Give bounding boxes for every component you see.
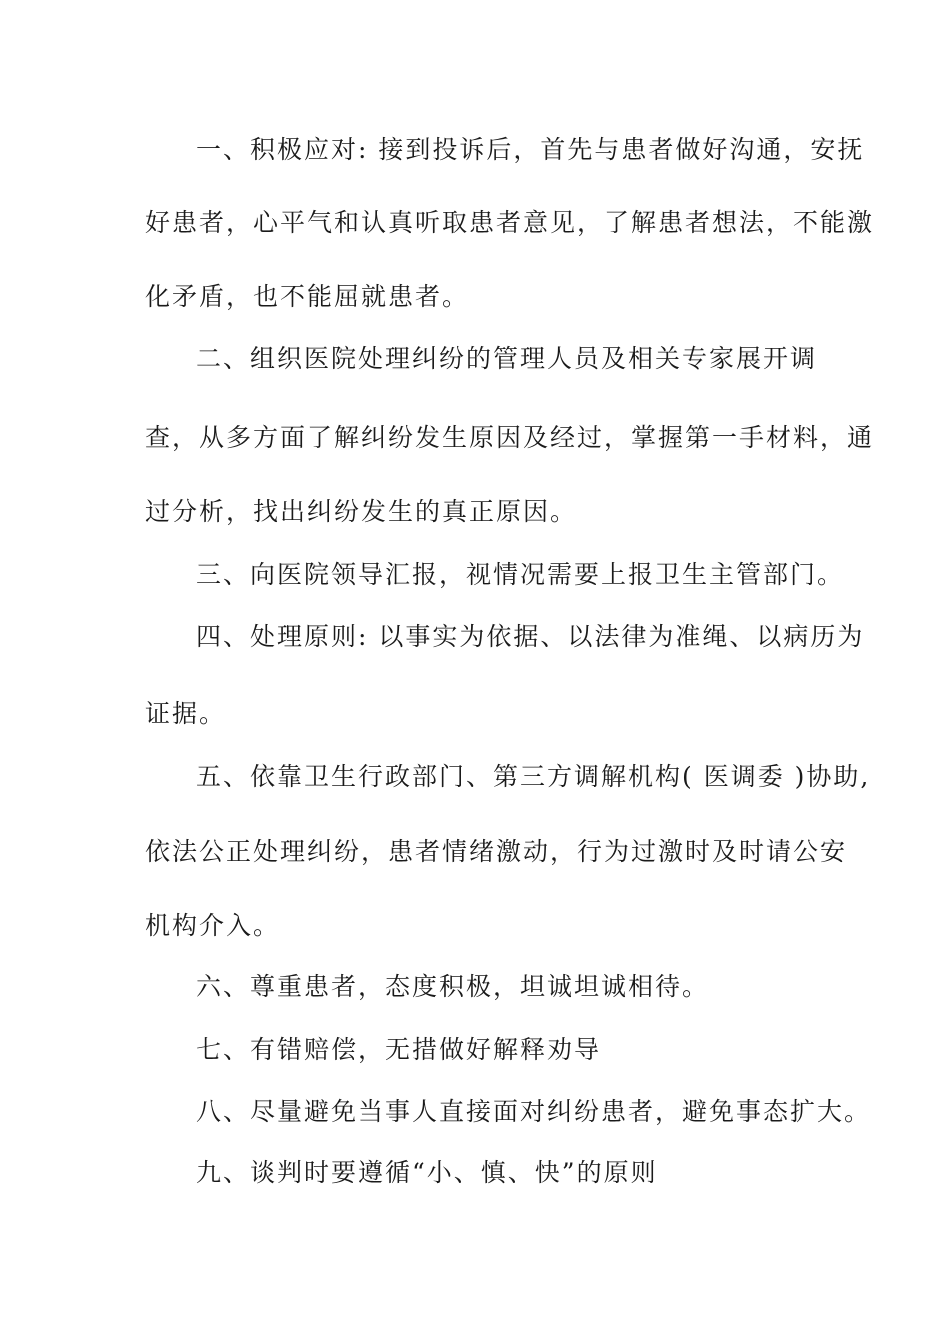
paragraph-5-line-1: 五、依靠卫生行政部门、第三方调解机构( 医调委 )协助, xyxy=(196,762,871,791)
paragraph-2-line-2: 查，从多方面了解纠纷发生原因及经过，掌握第一手材料，通 xyxy=(145,423,875,452)
paragraph-6-line-1: 六、尊重患者，态度积极，坦诚坦诚相待。 xyxy=(196,972,710,1001)
paragraph-1-line-1: 一、积极应对: 接到投诉后，首先与患者做好沟通，安抚 xyxy=(196,135,865,164)
paragraph-4-line-2: 证据。 xyxy=(145,699,227,728)
paragraph-8-line-1: 八、尽量避免当事人直接面对纠纷患者，避免事态扩大。 xyxy=(196,1097,872,1126)
paragraph-2-line-1: 二、组织医院处理纠纷的管理人员及相关专家展开调 xyxy=(196,344,818,373)
paragraph-3-line-1: 三、向医院领导汇报，视情况需要上报卫生主管部门。 xyxy=(196,560,845,589)
paragraph-4-line-1: 四、处理原则: 以事实为依据、以法律为准绳、以病历为 xyxy=(196,622,865,651)
paragraph-7-line-1: 七、有错赔偿，无措做好解释劝导 xyxy=(196,1035,602,1064)
paragraph-9-line-1: 九、谈判时要遵循“小、慎、快”的原则 xyxy=(196,1158,658,1187)
paragraph-5-line-2: 依法公正处理纠纷，患者情绪激动，行为过激时及时请公安 xyxy=(145,837,848,866)
paragraph-2-line-3: 过分析，找出纠纷发生的真正原因。 xyxy=(145,497,578,526)
paragraph-5-line-3: 机构介入。 xyxy=(145,911,281,940)
paragraph-1-line-2: 好患者，心平气和认真听取患者意见，了解患者想法，不能激 xyxy=(145,208,875,237)
paragraph-1-line-3: 化矛盾，也不能屈就患者。 xyxy=(145,282,470,311)
